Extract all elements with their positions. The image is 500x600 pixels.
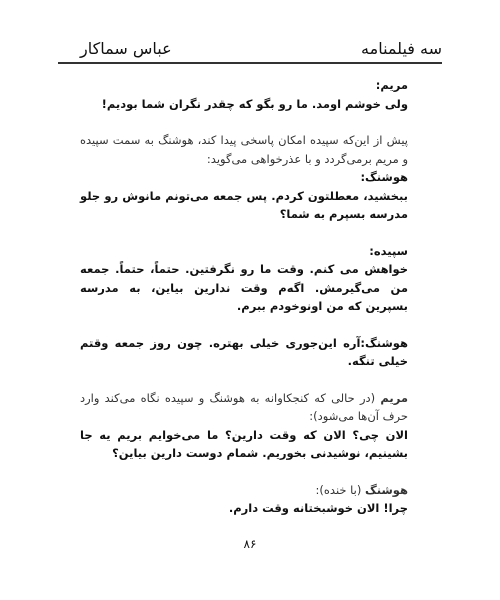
stage-direction-block: [80, 481, 408, 500]
page-body: [80, 76, 408, 518]
header-rule: [58, 62, 442, 64]
book-title: سه فیلمنامه: [361, 39, 442, 58]
dialogue-line: چرا! الان خوشبختانه وقت دارم.: [228, 501, 408, 515]
speaker-label: هوشنگ: [365, 482, 408, 497]
speaker-label: سپیده:: [369, 243, 408, 258]
speaker-label: هوشنگ:: [360, 170, 408, 184]
dialogue-line: خواهش می کنم. وقت ما رو نگرفتین. حتماً، حتماً. جمعه من می‌گیرمش. اگه‌م وقت ندارین بیاین، به مدرسه بسپرین که من اونوخودم ببرم.: [80, 262, 408, 313]
stage-direction: (با خنده):: [315, 482, 362, 497]
dialogue-line: الان چی؟ الان که وقت دارین؟ ما می‌خوایم بریم یه جا بشینیم، نوشیدنی بخوریم. شمام دوست دارین بیاین؟: [80, 427, 408, 460]
stage-direction: پیش از این‌که سپیده امکان پاسخی پیدا کند، هوشنگ به سمت سپیده و مریم برمی‌گردد و با عذرخواهی می‌گوید:: [80, 133, 408, 166]
dialogue-line: ببخشید، معطلتون کردم. پس جمعه می‌تونم مانوش رو جلو مدرسه بسپرم به شما؟: [80, 188, 408, 221]
speaker-label: مریم: [380, 390, 409, 405]
page-number: ۸۶: [243, 537, 257, 551]
dialogue-line: هوشنگ:آره این‌جوری خیلی بهتره. چون روز جمعه وقتم خیلی تنگه.: [80, 335, 408, 368]
stage-direction-block: [80, 389, 408, 426]
dialogue-line: ولی خوشم اومد. ما رو بگو که چقدر نگران شما بودیم!: [101, 96, 408, 111]
stage-direction: (در حالی که کنجکاوانه به هوشنگ و سپیده نگاه می‌کند وارد حرف آن‌ها می‌شود):: [80, 390, 408, 423]
author-name: عباس سماکار: [80, 39, 172, 58]
speaker-label: مریم:: [375, 78, 408, 92]
